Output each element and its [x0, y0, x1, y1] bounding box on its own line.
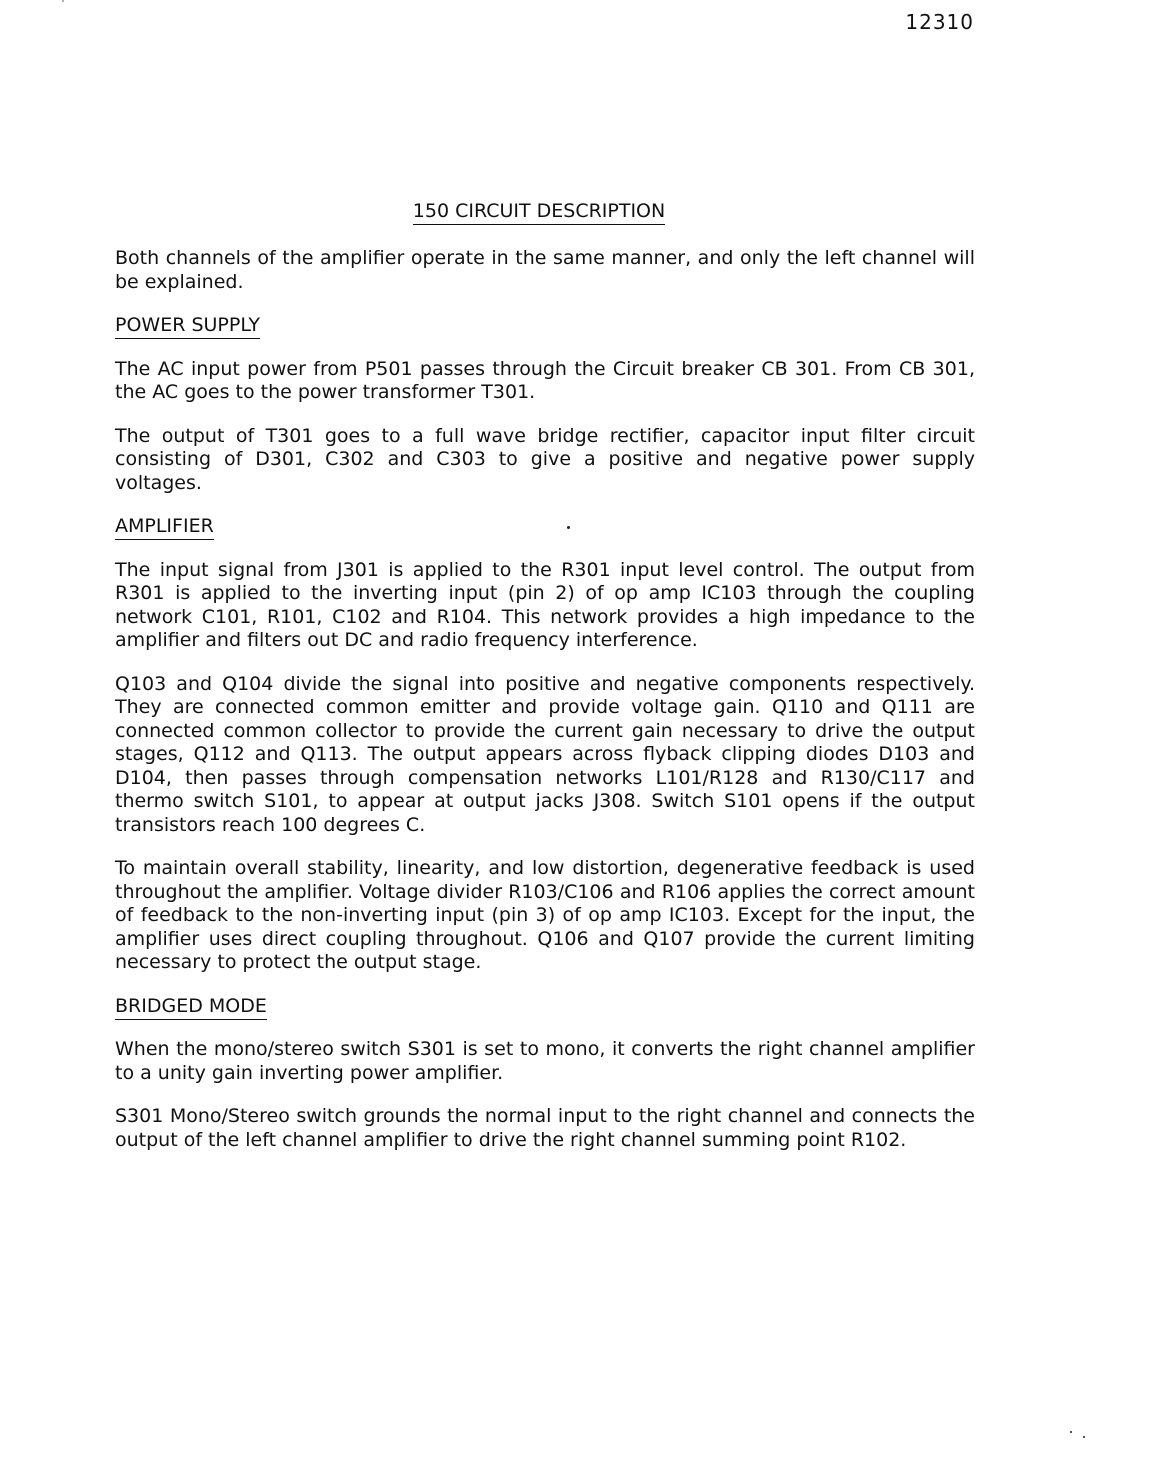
scan-speck [62, 0, 64, 2]
scan-speck [1083, 1436, 1085, 1438]
paragraph: S301 Mono/Stereo switch grounds the normal input to the right channel and connects the output of the left channel amplifier to drive the right channel summing point R102. [115, 1105, 975, 1151]
page-title [0, 200, 1078, 222]
intro-paragraph: Both channels of the amplifier operate in the same manner, and only the left channel will be explained. [115, 247, 975, 293]
page-number: 12310 [905, 10, 974, 34]
paragraph: To maintain overall stability, linearity, and low distortion, degenerative feedback is used throughout the amplifier. Voltage divider R103/C106 and R106 applies the correct amount of feedback to the non-inverting input (pin 3) of op amp IC103. Except for the input, the amplifier uses direct coupling throughout. Q106 and Q107 provide the current limiting necessary to protect the output stage. [115, 857, 975, 973]
scan-speck [1070, 1431, 1072, 1433]
paragraph: The output of T301 goes to a full wave bridge rectifier, capacitor input filter circuit consisting of D301, C302 and C303 to give a positive and negative power supply voltages. [115, 424, 975, 494]
section-amplifier [115, 515, 975, 975]
paragraph: When the mono/stereo switch S301 is set to mono, it converts the right channel amplifier to a unity gain inverting power amplifier. [115, 1038, 975, 1084]
section-power-supply [115, 314, 975, 495]
section-bridged-mode [115, 995, 975, 1153]
page-title-text: 150 CIRCUIT DESCRIPTION [413, 200, 665, 225]
section-heading: BRIDGED MODE [115, 995, 975, 1019]
section-heading: POWER SUPPLY [115, 314, 975, 338]
paragraph: Q103 and Q104 divide the signal into positive and negative components respectively. They are connected common emitter and provide voltage gain. Q110 and Q111 are connected common collector to provide the current gain necessary to drive the output stages, Q112 and Q113. The output appears across flyback clipping diodes D103 and D104, then passes through compensation networks L101/R128 and R130/C117 and thermo switch S101, to appear at output jacks J308. Switch S101 opens if the output transistors reach 100 degrees C. [115, 672, 975, 836]
paragraph: The input signal from J301 is applied to the R301 input level control. The output from R301 is applied to the inverting input (pin 2) of op amp IC103 through the coupling network C101, R101, C102 and R104. This network provides a high impedance to the amplifier and filters out DC and radio frequency interference. [115, 558, 975, 651]
section-heading: AMPLIFIER [115, 515, 975, 539]
paragraph: The AC input power from P501 passes through the Circuit breaker CB 301. From CB 301, the AC goes to the power transformer T301. [115, 357, 975, 403]
document-body [115, 247, 975, 1172]
scan-speck [567, 526, 570, 529]
